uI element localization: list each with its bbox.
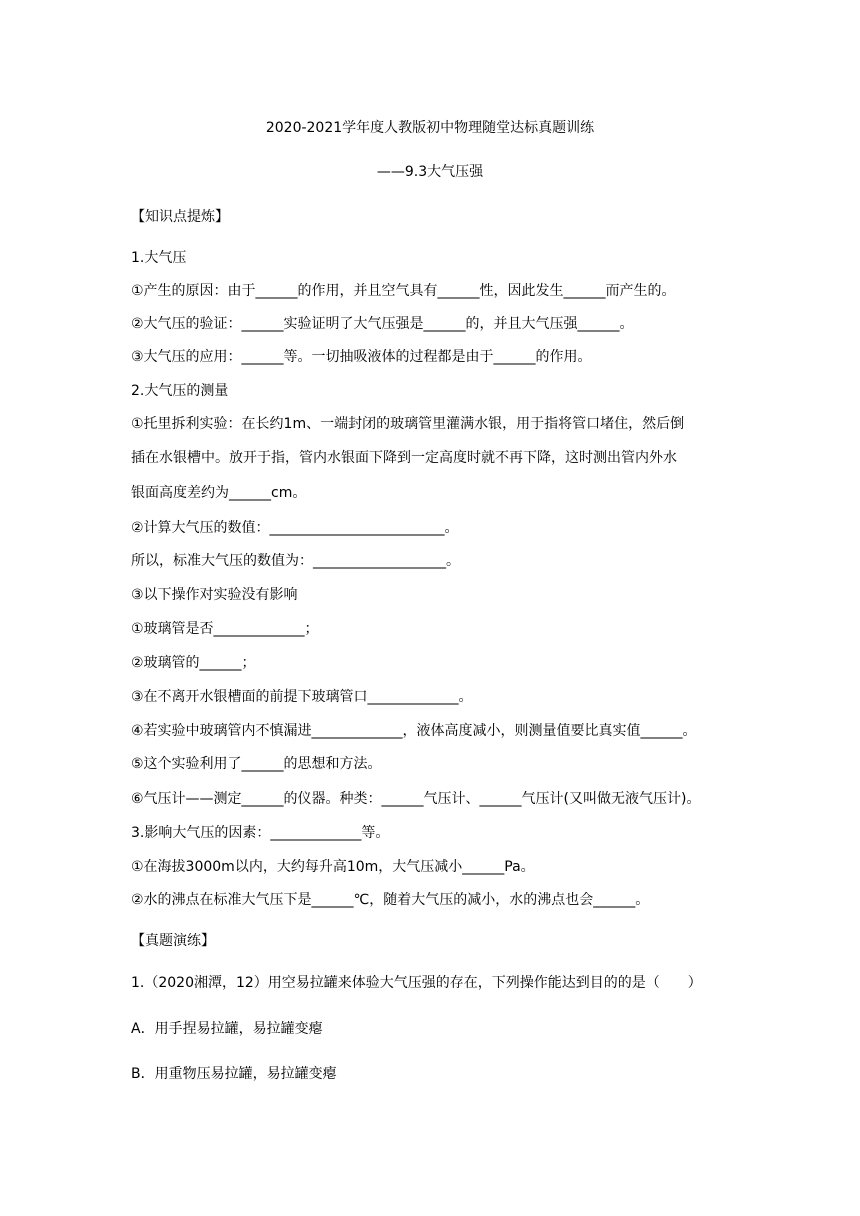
knowledge-line: ②计算大气压的数值：_________________________。 [131,520,459,536]
practice-heading: 【真题演练】 [131,933,215,949]
knowledge-line: ③在不离开水银槽面的前提下玻璃管口_____________。 [131,689,473,705]
question-text: 1.（2020湘潭，12）用空易拉罐来体验大气压强的存在，下列操作能达到目的的是（ ） [131,975,702,991]
knowledge-line: 1.大气压 [131,250,187,266]
knowledge-line: ⑥气压计——测定______的仪器。种类：______气压计、______气压计(又叫做无液气压计)。 [131,791,701,807]
knowledge-line: ②大气压的验证：______实验证明了大气压强是______的，并且大气压强______。 [131,316,634,332]
knowledge-line: ④若实验中玻璃管内不慎漏进_____________，液体高度减小，则测量值要比真实值______。 [131,723,697,739]
knowledge-line: ①产生的原因：由于______的作用，并且空气具有______性，因此发生______而产生的。 [131,283,676,299]
answer-option: A．用手捏易拉罐，易拉罐变瘪 [131,1021,323,1037]
answer-option: B．用重物压易拉罐，易拉罐变瘪 [131,1066,337,1082]
knowledge-line: ③大气压的应用：______等。一切抽吸液体的过程都是由于______的作用。 [131,349,592,365]
knowledge-line: 插在水银槽中。放开于指，管内水银面下降到一定高度时就不再下降，这时测出管内外水 [131,450,677,466]
knowledge-line: ③以下操作对实验没有影响 [131,587,298,603]
document-title: 2020-2021学年度人教版初中物理随堂达标真题训练 [265,120,595,136]
knowledge-line: ①在海拔3000m以内，大约每升高10m，大气压减小______Pa。 [131,859,535,875]
knowledge-line: ①玻璃管是否_____________； [131,621,319,637]
knowledge-heading: 【知识点提炼】 [131,209,229,225]
knowledge-line: 3.影响大气压的因素：_____________等。 [131,825,390,841]
document-subtitle: ——9.3大气压强 [376,164,484,180]
knowledge-line: ②玻璃管的______； [131,655,256,671]
knowledge-line: 2.大气压的测量 [131,383,229,399]
knowledge-line: ①托里拆利实验：在长约1m、一端封闭的玻璃管里灌满水银，用于指将管口堵住，然后倒 [131,416,685,432]
knowledge-line: ②水的沸点在标准大气压下是______℃，随着大气压的减小，水的沸点也会______。 [131,892,650,908]
knowledge-line: ⑤这个实验利用了______的思想和方法。 [131,756,382,772]
knowledge-line: 所以，标准大气压的数值为：___________________。 [131,553,460,569]
knowledge-line: 银面高度差约为______cm。 [131,485,307,501]
